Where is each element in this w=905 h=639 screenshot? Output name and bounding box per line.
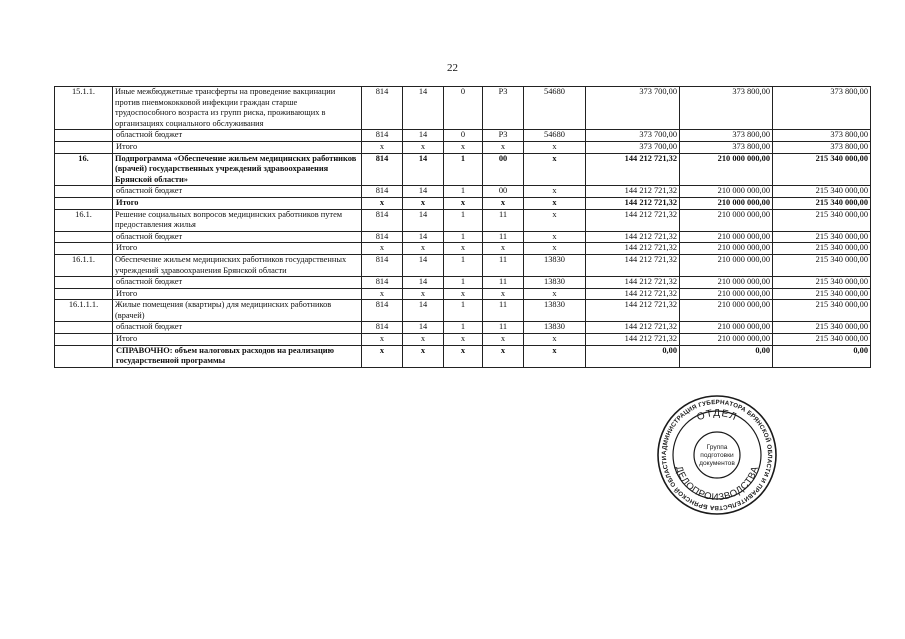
row-ministry-code: х [362, 345, 403, 367]
table-row [55, 130, 871, 142]
row-direction-code: 13830 [524, 254, 586, 276]
stamp-center-line-2: подготовки [700, 452, 734, 459]
row-direction-code: х [524, 186, 586, 198]
row-code [55, 130, 113, 142]
row-amount-year-1: 144 212 721,32 [586, 334, 680, 346]
row-code [55, 345, 113, 367]
row-name: областной бюджет [113, 130, 362, 142]
row-ministry-code: 814 [362, 209, 403, 231]
table-row [55, 254, 871, 276]
row-code: 16.1.1.1. [55, 300, 113, 322]
row-program-code: 1 [444, 209, 483, 231]
row-ministry-code: 814 [362, 322, 403, 334]
row-direction-code: х [524, 288, 586, 300]
row-program-code: 0 [444, 87, 483, 130]
page-number: 22 [447, 62, 458, 74]
row-subprogram-code: 11 [483, 300, 524, 322]
table-row [55, 141, 871, 153]
row-ministry-code: 814 [362, 277, 403, 289]
row-section-code: х [403, 334, 444, 346]
row-amount-year-1: 144 212 721,32 [586, 243, 680, 255]
row-ministry-code: 814 [362, 186, 403, 198]
row-section-code: 14 [403, 130, 444, 142]
stamp-center-line-1: Группа [706, 444, 728, 451]
row-amount-year-2: 373 800,00 [680, 130, 773, 142]
row-subprogram-code: 00 [483, 153, 524, 186]
row-section-code: х [403, 197, 444, 209]
row-program-code: 1 [444, 322, 483, 334]
row-name: областной бюджет [113, 186, 362, 198]
row-direction-code: 13830 [524, 300, 586, 322]
row-subprogram-code: 11 [483, 322, 524, 334]
row-section-code: 14 [403, 254, 444, 276]
row-code [55, 288, 113, 300]
row-amount-year-1: 0,00 [586, 345, 680, 367]
row-section-code: 14 [403, 186, 444, 198]
row-ministry-code: 814 [362, 153, 403, 186]
row-name: СПРАВОЧНО: объем налоговых расходов на реализацию государственной программы [113, 345, 362, 367]
row-name: Итого [113, 141, 362, 153]
row-ministry-code: х [362, 243, 403, 255]
row-amount-year-3: 0,00 [773, 345, 871, 367]
row-amount-year-1: 373 700,00 [586, 87, 680, 130]
row-amount-year-3: 215 340 000,00 [773, 153, 871, 186]
row-section-code: 14 [403, 322, 444, 334]
row-direction-code: х [524, 334, 586, 346]
row-section-code: х [403, 345, 444, 367]
stamp-center-line-3: документов [699, 460, 735, 467]
row-amount-year-2: 210 000 000,00 [680, 231, 773, 243]
row-subprogram-code: х [483, 345, 524, 367]
budget-table [54, 86, 871, 368]
row-program-code: х [444, 334, 483, 346]
row-amount-year-3: 215 340 000,00 [773, 322, 871, 334]
row-direction-code: 54680 [524, 87, 586, 130]
row-amount-year-3: 215 340 000,00 [773, 197, 871, 209]
table-row [55, 334, 871, 346]
row-name: Итого [113, 197, 362, 209]
row-ministry-code: х [362, 334, 403, 346]
row-amount-year-3: 373 800,00 [773, 87, 871, 130]
row-section-code: х [403, 141, 444, 153]
row-subprogram-code: х [483, 288, 524, 300]
row-direction-code: х [524, 153, 586, 186]
row-section-code: 14 [403, 87, 444, 130]
row-subprogram-code: 11 [483, 209, 524, 231]
row-program-code: 0 [444, 130, 483, 142]
row-amount-year-1: 373 700,00 [586, 141, 680, 153]
row-amount-year-3: 373 800,00 [773, 130, 871, 142]
row-program-code: х [444, 288, 483, 300]
row-amount-year-3: 215 340 000,00 [773, 334, 871, 346]
row-amount-year-3: 373 800,00 [773, 141, 871, 153]
table-row [55, 197, 871, 209]
row-subprogram-code: х [483, 243, 524, 255]
office-stamp [656, 394, 778, 516]
row-amount-year-1: 144 212 721,32 [586, 209, 680, 231]
row-name: областной бюджет [113, 277, 362, 289]
row-amount-year-2: 373 800,00 [680, 141, 773, 153]
row-ministry-code: 814 [362, 231, 403, 243]
row-ministry-code: 814 [362, 87, 403, 130]
row-name: Итого [113, 334, 362, 346]
table-row [55, 87, 871, 130]
row-subprogram-code: х [483, 141, 524, 153]
row-direction-code: х [524, 197, 586, 209]
row-amount-year-2: 210 000 000,00 [680, 197, 773, 209]
row-amount-year-1: 144 212 721,32 [586, 254, 680, 276]
row-code: 16. [55, 153, 113, 186]
row-amount-year-2: 210 000 000,00 [680, 322, 773, 334]
row-amount-year-1: 144 212 721,32 [586, 288, 680, 300]
row-amount-year-2: 210 000 000,00 [680, 334, 773, 346]
row-section-code: 14 [403, 300, 444, 322]
row-subprogram-code: Р3 [483, 130, 524, 142]
row-amount-year-3: 215 340 000,00 [773, 243, 871, 255]
row-amount-year-3: 215 340 000,00 [773, 300, 871, 322]
row-section-code: х [403, 243, 444, 255]
row-subprogram-code: 11 [483, 231, 524, 243]
row-subprogram-code: 11 [483, 254, 524, 276]
row-code [55, 186, 113, 198]
row-code [55, 277, 113, 289]
row-subprogram-code: 00 [483, 186, 524, 198]
row-direction-code: 13830 [524, 277, 586, 289]
table-row [55, 243, 871, 255]
row-program-code: 1 [444, 254, 483, 276]
row-program-code: х [444, 141, 483, 153]
stamp-outer-text: АДМИНИСТРАЦИЯ ГУБЕРНАТОРА БРЯНСКОЙ ОБЛАСТИ И ПРАВИТЕЛЬСТВА БРЯНСКОЙ ОБЛАСТИ [660, 398, 774, 512]
row-amount-year-2: 210 000 000,00 [680, 277, 773, 289]
row-program-code: 1 [444, 277, 483, 289]
row-code: 15.1.1. [55, 87, 113, 130]
stamp-arc-top: ОТДЕЛ [695, 407, 739, 424]
row-program-code: 1 [444, 153, 483, 186]
table-row [55, 322, 871, 334]
table-body [55, 87, 871, 368]
row-amount-year-2: 210 000 000,00 [680, 300, 773, 322]
row-program-code: х [444, 197, 483, 209]
row-section-code: 14 [403, 209, 444, 231]
row-ministry-code: х [362, 288, 403, 300]
table-row [55, 300, 871, 322]
table-row [55, 345, 871, 367]
row-code [55, 197, 113, 209]
row-amount-year-1: 144 212 721,32 [586, 300, 680, 322]
table-row [55, 277, 871, 289]
row-amount-year-1: 144 212 721,32 [586, 153, 680, 186]
row-amount-year-1: 144 212 721,32 [586, 231, 680, 243]
row-section-code: 14 [403, 153, 444, 186]
row-amount-year-2: 210 000 000,00 [680, 254, 773, 276]
row-ministry-code: 814 [362, 130, 403, 142]
row-amount-year-2: 0,00 [680, 345, 773, 367]
row-program-code: 1 [444, 186, 483, 198]
row-code [55, 141, 113, 153]
table-row [55, 209, 871, 231]
row-name: областной бюджет [113, 322, 362, 334]
row-amount-year-2: 373 800,00 [680, 87, 773, 130]
row-name: Подпрограмма «Обеспечение жильем медицинских работников (врачей) государственных учреждений здравоохранения Брянской области» [113, 153, 362, 186]
row-name: Итого [113, 288, 362, 300]
row-program-code: х [444, 345, 483, 367]
table-row [55, 288, 871, 300]
row-amount-year-1: 144 212 721,32 [586, 277, 680, 289]
row-program-code: х [444, 243, 483, 255]
row-name: областной бюджет [113, 231, 362, 243]
row-ministry-code: х [362, 141, 403, 153]
row-amount-year-3: 215 340 000,00 [773, 254, 871, 276]
row-code: 16.1. [55, 209, 113, 231]
row-subprogram-code: 11 [483, 277, 524, 289]
row-program-code: 1 [444, 300, 483, 322]
row-section-code: 14 [403, 231, 444, 243]
row-amount-year-1: 373 700,00 [586, 130, 680, 142]
row-ministry-code: 814 [362, 254, 403, 276]
row-amount-year-1: 144 212 721,32 [586, 186, 680, 198]
row-amount-year-3: 215 340 000,00 [773, 186, 871, 198]
row-code [55, 334, 113, 346]
row-subprogram-code: х [483, 197, 524, 209]
table-row [55, 231, 871, 243]
row-subprogram-code: х [483, 334, 524, 346]
row-name: Решение социальных вопросов медицинских работников путем предоставления жилья [113, 209, 362, 231]
stamp-arc-bottom: ДЕЛОПРОИЗВОДСТВА [672, 464, 762, 504]
row-name: Жилые помещения (квартиры) для медицинских работников (врачей) [113, 300, 362, 322]
row-section-code: 14 [403, 277, 444, 289]
row-amount-year-2: 210 000 000,00 [680, 209, 773, 231]
row-name: Итого [113, 243, 362, 255]
row-amount-year-2: 210 000 000,00 [680, 153, 773, 186]
row-amount-year-2: 210 000 000,00 [680, 186, 773, 198]
row-ministry-code: 814 [362, 300, 403, 322]
row-ministry-code: х [362, 197, 403, 209]
svg-text:ОТДЕЛ [695, 408, 738, 423]
row-code: 16.1.1. [55, 254, 113, 276]
row-direction-code: х [524, 345, 586, 367]
row-direction-code: х [524, 231, 586, 243]
row-direction-code: х [524, 243, 586, 255]
row-name: Иные межбюджетные трансферты на проведение вакцинации против пневмококковой инфекции граждан старше трудоспособного возраста из групп риска, проживающих в организациях социального обслуживания [113, 87, 362, 130]
table-row [55, 186, 871, 198]
row-amount-year-2: 210 000 000,00 [680, 243, 773, 255]
row-code [55, 231, 113, 243]
row-name: Обеспечение жильем медицинских работников государственных учреждений здравоохранения Брянской области [113, 254, 362, 276]
row-amount-year-2: 210 000 000,00 [680, 288, 773, 300]
row-amount-year-1: 144 212 721,32 [586, 197, 680, 209]
row-subprogram-code: Р3 [483, 87, 524, 130]
row-code [55, 243, 113, 255]
row-amount-year-3: 215 340 000,00 [773, 288, 871, 300]
row-code [55, 322, 113, 334]
row-direction-code: х [524, 141, 586, 153]
row-direction-code: 13830 [524, 322, 586, 334]
row-amount-year-1: 144 212 721,32 [586, 322, 680, 334]
row-section-code: х [403, 288, 444, 300]
table-row [55, 153, 871, 186]
row-amount-year-3: 215 340 000,00 [773, 231, 871, 243]
row-direction-code: х [524, 209, 586, 231]
row-direction-code: 54680 [524, 130, 586, 142]
row-amount-year-3: 215 340 000,00 [773, 277, 871, 289]
row-program-code: 1 [444, 231, 483, 243]
row-amount-year-3: 215 340 000,00 [773, 209, 871, 231]
